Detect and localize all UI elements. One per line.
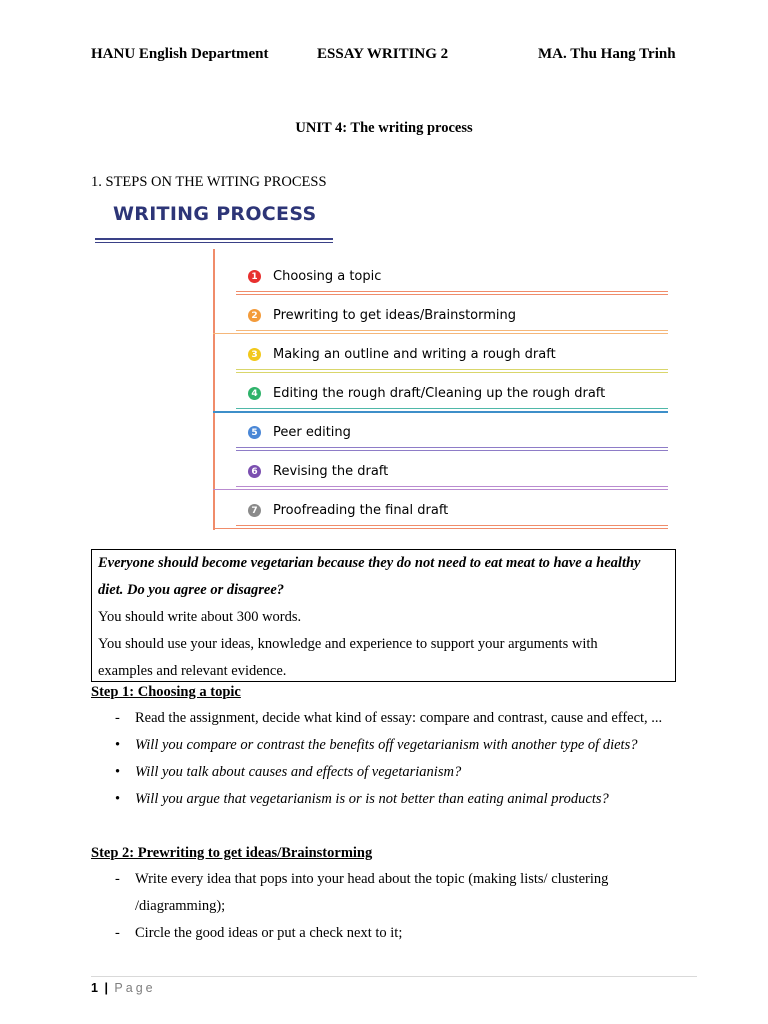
step-label: Proofreading the final draft [273,503,449,518]
step-divider [236,369,668,370]
step-divider [236,291,668,292]
step2-heading: Step 2: Prewriting to get ideas/Brainstorming [91,845,373,861]
step-number-badge: 7 [248,504,261,517]
header-author: MA. Thu Hang Trinh [538,46,676,62]
list-dash: - [115,871,120,887]
list-item-text: Circle the good ideas or put a check next to it; [135,925,403,941]
prompt-word-count: You should write about 300 words. [98,609,302,625]
prompt-question: Everyone should become vegetarian because they do not need to eat meat to have a healthy [98,555,641,571]
title-underline [95,238,333,240]
process-step-7 [248,503,448,518]
step-label: Peer editing [273,425,351,440]
essay-prompt-box [91,549,676,682]
list-bullet: • [115,737,121,753]
header-department: HANU English Department [91,46,269,62]
process-step-4 [248,386,605,401]
header-course: ESSAY WRITING 2 [317,46,449,62]
step-number-badge: 5 [248,426,261,439]
prompt-instruction-cont: examples and relevant evidence. [98,663,287,679]
list-dash: - [115,925,120,941]
process-step-5 [248,425,351,440]
list-item-text: Will you talk about causes and effects of vegetarianism? [135,764,462,780]
step-label: Editing the rough draft/Cleaning up the rough draft [273,386,606,401]
step-divider [236,330,668,331]
list-bullet: • [115,791,121,807]
section-heading: 1. STEPS ON THE WITING PROCESS [91,174,327,190]
step-number-badge: 1 [248,270,261,283]
footer-separator: | [104,981,108,995]
step1-heading: Step 1: Choosing a topic [91,684,241,700]
step-label: Making an outline and writing a rough draft [273,347,556,362]
step-divider [213,528,668,529]
step-divider [236,525,668,526]
step-number-badge: 6 [248,465,261,478]
step-divider [236,372,668,373]
step-divider [213,411,668,413]
unit-title: UNIT 4: The writing process [295,120,473,136]
prompt-question-cont: diet. Do you agree or disagree? [98,582,285,598]
figure-title: WRITING PROCESS [113,203,317,225]
timeline-vertical-line [213,249,215,530]
step-divider [213,333,668,334]
step-divider [236,447,668,448]
step-divider [236,486,668,487]
page-footer [91,981,156,995]
list-item-text: Write every idea that pops into your head about the topic (making lists/ clustering [135,871,609,887]
step-number-badge: 3 [248,348,261,361]
step-divider [236,294,668,295]
step-label: Prewriting to get ideas/Brainstorming [273,308,517,323]
process-step-2 [248,308,516,323]
step-number-badge: 4 [248,387,261,400]
list-item-text: Will you argue that vegetarianism is or is not better than eating animal products? [135,791,609,807]
step-divider [213,489,668,490]
list-dash: - [115,710,120,726]
footer-divider [91,976,697,977]
process-step-1 [248,269,381,284]
step-divider [236,450,668,451]
step-number-badge: 2 [248,309,261,322]
prompt-instruction: You should use your ideas, knowledge and experience to support your arguments with [98,636,598,652]
page-number: 1 [91,981,98,995]
list-item-text: Will you compare or contrast the benefits off vegetarianism with another type of diets? [135,737,638,753]
page-header [0,46,768,66]
list-bullet: • [115,764,121,780]
step-label: Revising the draft [273,464,389,479]
process-step-3 [248,347,556,362]
page-label: Page [114,981,156,995]
list-item-text: Read the assignment, decide what kind of essay: compare and contrast, cause and effect, ... [135,710,663,726]
list-item-text: /diagramming); [135,898,226,914]
step-divider [236,408,668,409]
step-label: Choosing a topic [273,269,382,284]
title-underline-thin [95,242,333,243]
process-step-6 [248,464,388,479]
